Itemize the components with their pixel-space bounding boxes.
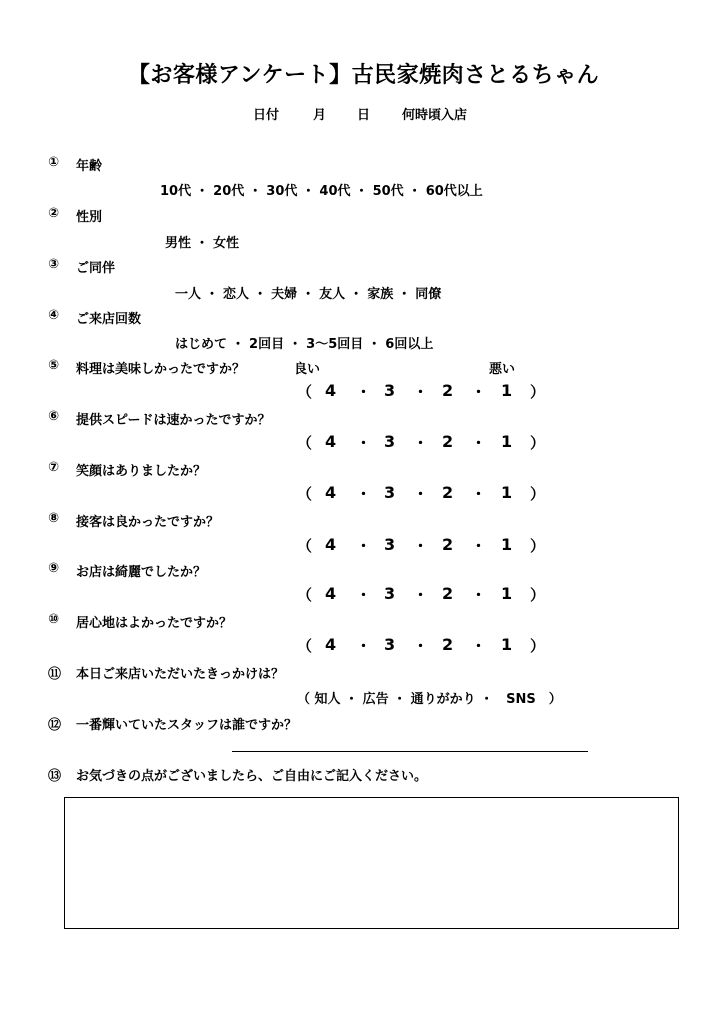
scale-label-bad: 悪い bbox=[489, 362, 516, 377]
rating-4[interactable]: 4 bbox=[325, 535, 337, 554]
question-serving-speed: 提供スピードは速かったですか？ bbox=[76, 413, 271, 428]
rating-3[interactable]: 3 bbox=[384, 381, 396, 400]
question-number: ⑤ bbox=[48, 358, 60, 373]
rating-dot: ・ bbox=[413, 537, 429, 555]
month-label: 月 bbox=[313, 108, 327, 123]
rating-dot: ・ bbox=[413, 434, 429, 452]
question-gender: 性別 bbox=[76, 210, 103, 225]
question-number: ③ bbox=[48, 257, 60, 272]
question-number: ④ bbox=[48, 308, 60, 323]
rating-4[interactable]: 4 bbox=[325, 635, 337, 654]
rating-1[interactable]: 1 bbox=[501, 535, 513, 554]
survey-title: 【お客様アンケート】古民家焼肉さとるちゃん bbox=[127, 63, 600, 88]
question-cleanliness: お店は綺麗でしたか？ bbox=[76, 565, 207, 580]
paren-open: （ bbox=[297, 485, 313, 503]
rating-row-speed bbox=[0, 432, 727, 456]
arrival-time-label: 何時頃入店 bbox=[402, 108, 468, 123]
rating-4[interactable]: 4 bbox=[325, 432, 337, 451]
rating-1[interactable]: 1 bbox=[501, 381, 513, 400]
question-age: 年齢 bbox=[76, 159, 103, 174]
question-smiles: 笑顔はありましたか？ bbox=[76, 464, 207, 479]
rating-row-food bbox=[0, 381, 727, 405]
rating-2[interactable]: 2 bbox=[442, 584, 454, 603]
question-number: ⑦ bbox=[48, 460, 60, 475]
question-number: ⑥ bbox=[48, 409, 60, 424]
paren-open: （ bbox=[297, 537, 313, 555]
paren-open: （ bbox=[297, 434, 313, 452]
rating-2[interactable]: 2 bbox=[442, 635, 454, 654]
rating-3[interactable]: 3 bbox=[384, 635, 396, 654]
question-number: ⑩ bbox=[48, 612, 60, 627]
question-food-taste: 料理は美味しかったですか？ bbox=[76, 362, 246, 377]
best-staff-answer-line[interactable] bbox=[232, 751, 588, 752]
companion-options: 一人 ・ 恋人 ・ 夫婦 ・ 友人 ・ 家族 ・ 同僚 bbox=[175, 287, 442, 302]
rating-1[interactable]: 1 bbox=[501, 584, 513, 603]
rating-4[interactable]: 4 bbox=[325, 584, 337, 603]
question-number: ⑫ bbox=[48, 718, 62, 733]
paren-close: ） bbox=[530, 434, 546, 452]
rating-3[interactable]: 3 bbox=[384, 535, 396, 554]
question-service: 接客は良かったですか？ bbox=[76, 515, 220, 530]
question-number: ⑨ bbox=[48, 561, 60, 576]
rating-2[interactable]: 2 bbox=[442, 535, 454, 554]
rating-dot: ・ bbox=[356, 586, 372, 604]
rating-row-cleanliness bbox=[0, 584, 727, 608]
rating-dot: ・ bbox=[356, 434, 372, 452]
comments-box[interactable] bbox=[64, 797, 679, 929]
paren-open: （ bbox=[297, 586, 313, 604]
rating-row-service bbox=[0, 535, 727, 559]
paren-close: ） bbox=[530, 537, 546, 555]
rating-dot: ・ bbox=[471, 383, 487, 401]
question-number: ⑧ bbox=[48, 511, 60, 526]
question-comments: お気づきの点がございましたら、ご自由にご記入ください。 bbox=[76, 769, 428, 784]
rating-dot: ・ bbox=[413, 485, 429, 503]
rating-2[interactable]: 2 bbox=[442, 381, 454, 400]
question-number: ⑬ bbox=[48, 769, 62, 784]
gender-options: 男性 ・ 女性 bbox=[165, 236, 240, 251]
paren-close: ） bbox=[530, 637, 546, 655]
rating-4[interactable]: 4 bbox=[325, 483, 337, 502]
paren-open: （ bbox=[297, 383, 313, 401]
rating-dot: ・ bbox=[413, 637, 429, 655]
rating-dot: ・ bbox=[356, 383, 372, 401]
rating-dot: ・ bbox=[413, 586, 429, 604]
question-number: ⑪ bbox=[48, 667, 62, 682]
date-label: 日付 bbox=[253, 108, 280, 123]
question-number: ① bbox=[48, 155, 60, 170]
rating-1[interactable]: 1 bbox=[501, 635, 513, 654]
question-companion: ご同伴 bbox=[76, 261, 116, 276]
paren-open: （ bbox=[297, 637, 313, 655]
paren-close: ） bbox=[530, 383, 546, 401]
question-number: ② bbox=[48, 206, 60, 221]
rating-3[interactable]: 3 bbox=[384, 432, 396, 451]
scale-label-good: 良い bbox=[294, 362, 321, 377]
rating-2[interactable]: 2 bbox=[442, 432, 454, 451]
rating-1[interactable]: 1 bbox=[501, 483, 513, 502]
rating-2[interactable]: 2 bbox=[442, 483, 454, 502]
rating-3[interactable]: 3 bbox=[384, 584, 396, 603]
rating-dot: ・ bbox=[413, 383, 429, 401]
rating-row-comfort bbox=[0, 635, 727, 659]
day-label: 日 bbox=[357, 108, 371, 123]
rating-dot: ・ bbox=[471, 637, 487, 655]
age-options: 10代 ・ 20代 ・ 30代 ・ 40代 ・ 50代 ・ 60代以上 bbox=[160, 184, 483, 199]
rating-3[interactable]: 3 bbox=[384, 483, 396, 502]
question-comfort: 居心地はよかったですか？ bbox=[76, 616, 233, 631]
rating-dot: ・ bbox=[471, 586, 487, 604]
rating-dot: ・ bbox=[356, 485, 372, 503]
question-best-staff: 一番輝いていたスタッフは誰ですか？ bbox=[76, 718, 298, 733]
rating-dot: ・ bbox=[471, 485, 487, 503]
rating-dot: ・ bbox=[471, 537, 487, 555]
rating-1[interactable]: 1 bbox=[501, 432, 513, 451]
rating-dot: ・ bbox=[356, 637, 372, 655]
rating-dot: ・ bbox=[471, 434, 487, 452]
question-visit-reason: 本日ご来店いただいたきっかけは？ bbox=[76, 667, 285, 682]
rating-4[interactable]: 4 bbox=[325, 381, 337, 400]
visit-count-options: はじめて ・ 2回目 ・ 3～5回目 ・ 6回以上 bbox=[175, 337, 434, 352]
rating-dot: ・ bbox=[356, 537, 372, 555]
paren-close: ） bbox=[530, 586, 546, 604]
paren-close: ） bbox=[530, 485, 546, 503]
visit-reason-options: （ 知人 ・ 広告 ・ 通りがかり ・ SNS ） bbox=[297, 692, 562, 707]
question-visit-count: ご来店回数 bbox=[76, 312, 142, 327]
rating-row-smiles bbox=[0, 483, 727, 507]
